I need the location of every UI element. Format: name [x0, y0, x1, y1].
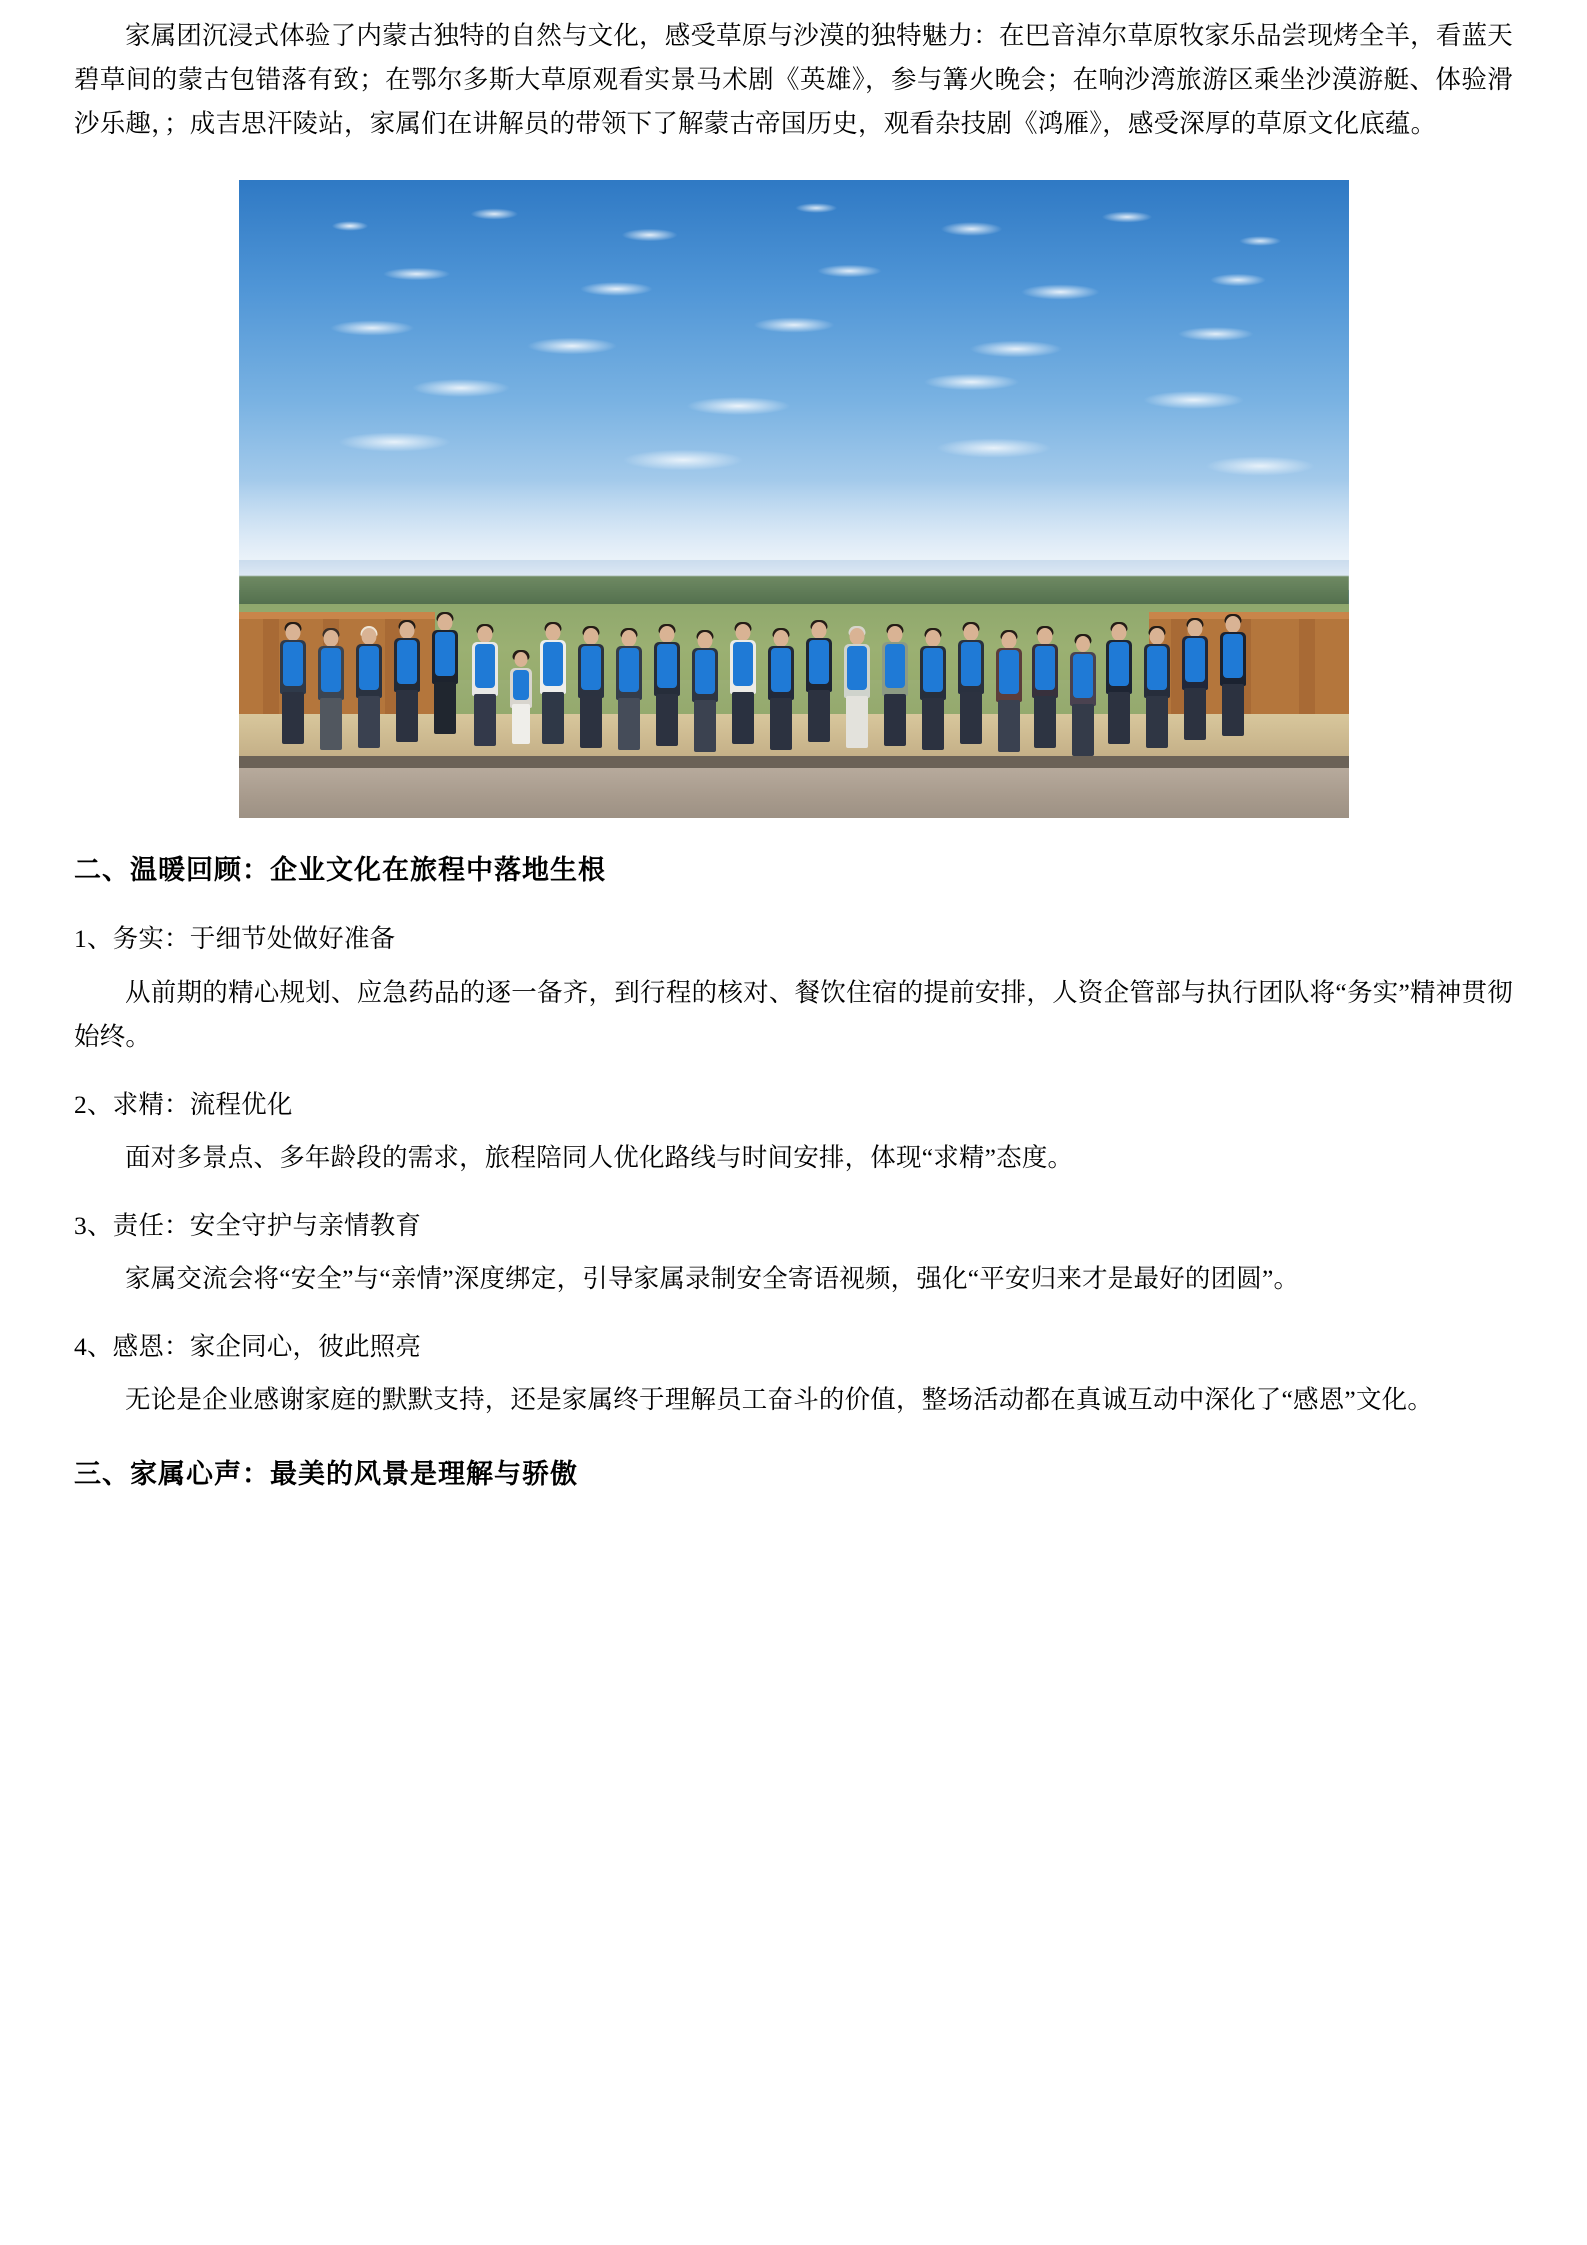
section-three-heading: 三、家属心声：最美的风景是理解与骄傲	[74, 1459, 578, 1490]
photo-people-row	[285, 588, 1315, 748]
section-two-item-4-title: 4、感恩：家企同心，彼此照亮	[74, 1331, 422, 1361]
intro-paragraph: 家属团沉浸式体验了内蒙古独特的自然与文化，感受草原与沙漠的独特魅力：在巴音淖尔草原牧家乐品尝现烤全羊，看蓝天碧草间的蒙古包错落有致；在鄂尔多斯大草原观看实景马术剧《英雄》，参与篝火晚会；在响沙湾旅游区乘坐沙漠游艇、体验滑沙乐趣，；成吉思汗陵站，家属们在讲解员的带领下了解蒙古帝国历史，观看杂技剧《鸿雁》，感受深厚的草原文化底蕴。	[74, 21, 1513, 138]
section-two-item-2-title: 2、求精：流程优化	[74, 1089, 293, 1119]
photo-clouds	[239, 190, 1349, 490]
section-two-item-4-body: 无论是企业感谢家庭的默默支持，还是家属终于理解员工奋斗的价值，整场活动都在真诚互动中深化了“感恩”文化。	[125, 1385, 1434, 1415]
photo-horizon-haze	[239, 480, 1349, 590]
photo-ground	[239, 768, 1349, 818]
section-two-item-2-body: 面对多景点、多年龄段的需求，旅程陪同人优化路线与时间安排，体现“求精”态度。	[125, 1142, 1074, 1172]
section-two-item-1-body: 从前期的精心规划、应急药品的逐一备齐，到行程的核对、餐饮住宿的提前安排，人资企管部与执行团队将“务实”精神贯彻始终。	[74, 977, 1513, 1051]
group-photo-figure	[74, 180, 1513, 818]
section-two-item-1-title: 1、务实：于细节处做好准备	[74, 924, 396, 954]
section-two-item-3-title: 3、责任：安全守护与亲情教育	[74, 1210, 422, 1240]
section-two-item-3-body: 家属交流会将“安全”与“亲情”深度绑定，引导家属录制安全寄语视频，强化“平安归来才是最好的团圆”。	[125, 1264, 1300, 1294]
group-photo-image	[239, 180, 1349, 818]
section-two-heading: 二、温暖回顾：企业文化在旅程中落地生根	[74, 854, 606, 885]
